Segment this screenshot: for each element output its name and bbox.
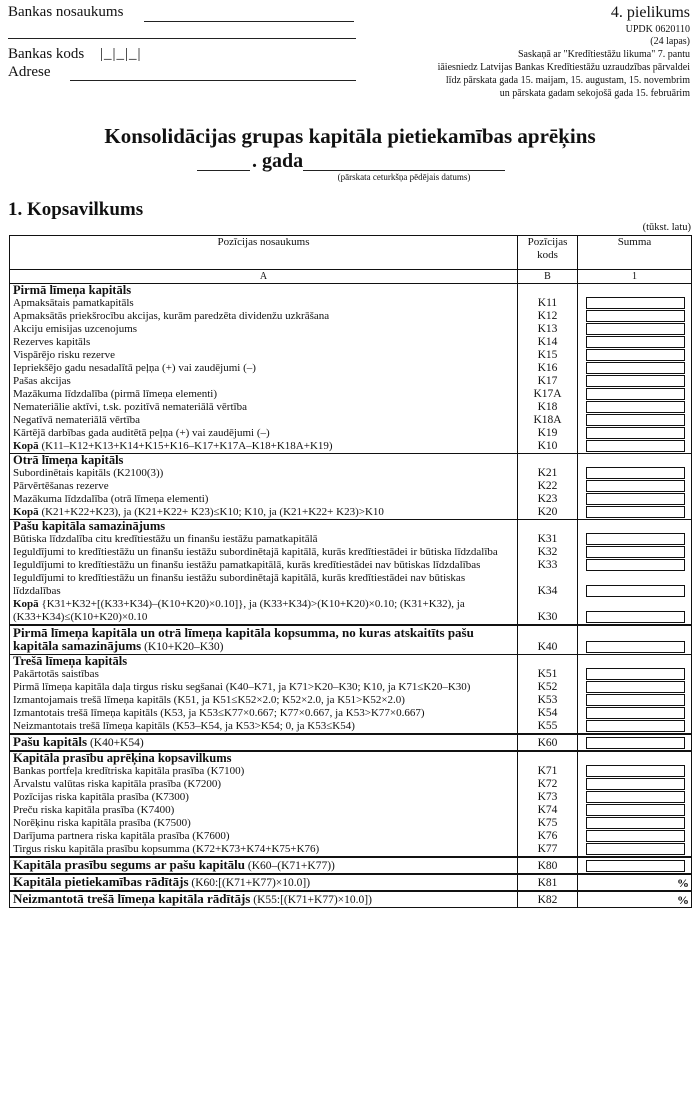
position-name: [10, 804, 518, 817]
sum-cell: [578, 506, 692, 520]
position-name-text: Mazākuma līdzdalība (otrā līmeņa elementi): [13, 493, 209, 505]
sum-input-box[interactable]: [586, 707, 685, 719]
sum-cell: [578, 493, 692, 506]
letter-1: 1: [578, 270, 692, 284]
legal-line-4: un pārskata gadam sekojošā gada 15. februārim: [499, 88, 690, 99]
sum-cell: [578, 681, 692, 694]
sum-cell[interactable]: [578, 891, 692, 908]
position-name-text: Tirgus risku kapitāla prasību kopsumma (K72+K73+K74+K75+K76): [13, 843, 320, 855]
table-row: [10, 533, 692, 546]
position-name-text: Mazākuma līdzdalība (pirmā līmeņa elementi): [13, 388, 218, 400]
sum-input-box[interactable]: [586, 737, 685, 749]
position-code: K18A: [518, 414, 578, 427]
position-code: [518, 751, 578, 765]
group-heading-row: [10, 655, 692, 669]
legal-line-3: līdz pārskata gada 15. maijam, 15. augustam, 15. novembrim: [445, 75, 690, 86]
sum-input-box[interactable]: [586, 694, 685, 706]
sum-cell: [578, 625, 692, 655]
position-name-text: {K31+K32+[(K33+K34)–(K10+K20)×0.10]}, ja (K33+K34)>(K10+K20)×0.10; (K31+K32), ja (K33+K34)≤(K10+K20)×0.10: [13, 598, 465, 623]
position-code: K40: [518, 625, 578, 655]
position-name: [10, 284, 518, 298]
position-name-text: Rezerves kapitāls: [13, 336, 91, 348]
sum-cell: [578, 375, 692, 388]
sum-cell: [578, 694, 692, 707]
table-row: [10, 362, 692, 375]
bank-name-line[interactable]: [144, 21, 354, 22]
table-row: [10, 720, 692, 734]
sum-cell: [578, 817, 692, 830]
position-name-text: Subordinētais kapitāls (K2100(3)): [13, 467, 164, 479]
table-row: [10, 559, 692, 572]
address-label: Adrese: [8, 64, 51, 80]
sum-cell: [578, 843, 692, 857]
position-name-text: (K40+K54): [87, 737, 144, 749]
position-code: K31: [518, 533, 578, 546]
position-name: [10, 297, 518, 310]
table-row: [10, 830, 692, 843]
sum-input-box[interactable]: [586, 375, 685, 387]
position-name-text: (K60–(K71+K77)): [245, 860, 335, 872]
position-code: K10: [518, 440, 578, 454]
position-code: K30: [518, 598, 578, 625]
position-name: [10, 830, 518, 843]
position-name: [10, 480, 518, 493]
sum-cell: [578, 533, 692, 546]
position-name-text: (K60:[(K71+K77)×10.0]): [188, 877, 311, 889]
sum-input-box[interactable]: [586, 323, 685, 335]
position-code: K75: [518, 817, 578, 830]
group-heading-row: [10, 751, 692, 765]
table-header-row: [10, 236, 692, 270]
position-name-bold: Kapitāla prasību segums ar pašu kapitālu: [13, 857, 246, 872]
position-code: [518, 284, 578, 298]
position-name: [10, 694, 518, 707]
position-code: K14: [518, 336, 578, 349]
page-title: Konsolidācijas grupas kapitāla pietiekamības aprēķins: [104, 124, 596, 148]
appendix-label: 4. pielikums: [610, 4, 690, 21]
table-row: [10, 891, 692, 908]
position-code: K12: [518, 310, 578, 323]
position-name-text: Apmaksātais pamatkapitāls: [13, 297, 134, 309]
position-code: K23: [518, 493, 578, 506]
position-name-text: Negatīvā nemateriālā vērtība: [13, 414, 141, 426]
table-row: [10, 388, 692, 401]
position-code: K80: [518, 857, 578, 874]
sum-input-box[interactable]: [586, 720, 685, 732]
table-row: [10, 874, 692, 891]
sum-input-box[interactable]: [586, 310, 685, 322]
table-row: [10, 323, 692, 336]
sum-cell: [578, 572, 692, 598]
sum-cell: [578, 546, 692, 559]
position-name-text: Pirmā līmeņa kapitāla daļa tirgus risku segšanai (K40–K71, ja K71>K20–K30; K10, ja K71≤K20–K30): [13, 681, 471, 693]
sum-cell: [578, 362, 692, 375]
table-row: [10, 375, 692, 388]
position-name-text: Ieguldījumi to kredītiestāžu un finanšu iestāžu subordinētajā kapitālā, kurās kredītiestādei nav būtiskas līdzdalības: [13, 572, 466, 597]
sum-input-box[interactable]: [586, 681, 685, 693]
position-name-text: Vispārējo risku rezerve: [13, 349, 115, 361]
sum-input-box[interactable]: [586, 778, 685, 790]
table-row: [10, 572, 692, 598]
table-row: [10, 625, 692, 655]
sum-cell: [578, 804, 692, 817]
table-row: [10, 707, 692, 720]
position-name-text: Kapitāla prasību aprēķina kopsavilkums: [13, 751, 232, 765]
table-row: [10, 336, 692, 349]
position-name: [10, 401, 518, 414]
sum-cell: [578, 830, 692, 843]
position-code: [518, 520, 578, 534]
sum-input-box[interactable]: [586, 830, 685, 842]
year-line[interactable]: [197, 170, 250, 171]
table-row: [10, 857, 692, 874]
position-name-bold: Neizmantotā trešā līmeņa kapitāla rādītājs: [13, 891, 251, 906]
percent-sign: %: [677, 893, 689, 907]
sum-cell: [578, 480, 692, 493]
position-name: [10, 681, 518, 694]
position-name: [10, 572, 518, 598]
sum-input-box[interactable]: [586, 860, 685, 872]
position-code: K77: [518, 843, 578, 857]
sum-cell: [578, 559, 692, 572]
sum-cell: [578, 791, 692, 804]
sum-input-box[interactable]: [586, 349, 685, 361]
sum-cell: [578, 520, 692, 534]
position-code: K19: [518, 427, 578, 440]
sum-input-box[interactable]: [586, 585, 685, 597]
position-name-text: (K10+K20–K30): [141, 641, 224, 653]
position-name-text: Apmaksātās priekšrocību akcijas, kurām paredzēta dividenžu uzkrāšana: [13, 310, 330, 322]
position-name-bold: Kapitāla pietiekamības rādītājs: [13, 874, 189, 889]
position-name: [10, 655, 518, 669]
table-row: [10, 791, 692, 804]
position-name-text: Neizmantotais trešā līmeņa kapitāls (K53–K54, ja K53>K54; 0, ja K53≤K54): [13, 720, 355, 732]
position-name: [10, 323, 518, 336]
position-code: K15: [518, 349, 578, 362]
position-name: [10, 388, 518, 401]
position-name: [10, 791, 518, 804]
position-name: [10, 843, 518, 857]
position-name: [10, 533, 518, 546]
table-row: [10, 694, 692, 707]
pages-count: (24 lapas): [650, 36, 690, 47]
position-name-bold: Kopā: [13, 598, 39, 610]
position-name: [10, 520, 518, 534]
position-name: [10, 454, 518, 468]
legal-line-1: Saskaņā ar "Kredītiestāžu likuma" 7. pantu: [517, 49, 690, 60]
position-name-text: Akciju emisijas uzcenojums: [13, 323, 138, 335]
position-name: [10, 467, 518, 480]
sum-input-box[interactable]: [586, 641, 685, 653]
position-name-text: Pakārtotās saistības: [13, 668, 99, 680]
table-row: [10, 734, 692, 751]
header-name: Pozīcijas nosaukums: [10, 236, 518, 270]
table-row: [10, 493, 692, 506]
sum-input-box[interactable]: [586, 388, 685, 400]
letter-a: A: [10, 270, 518, 284]
position-name-text: Otrā līmeņa kapitāls: [13, 453, 124, 467]
position-code: K76: [518, 830, 578, 843]
table-row: [10, 467, 692, 480]
position-name-text: Izmantojamais trešā līmeņa kapitāls (K51, ja K51≤K52×2.0; K52×2.0, ja K51>K52×2.0): [13, 694, 405, 706]
position-code: K72: [518, 778, 578, 791]
table-row: [10, 681, 692, 694]
position-name-text: Pozīcijas riska kapitāla prasība (K7300): [13, 791, 189, 803]
sum-input-box[interactable]: [586, 791, 685, 803]
table-row: [10, 668, 692, 681]
sum-cell: [578, 414, 692, 427]
position-name: [10, 598, 518, 625]
sum-input-box[interactable]: [586, 401, 685, 413]
position-code: K20: [518, 506, 578, 520]
letter-b: B: [518, 270, 578, 284]
sum-cell: [578, 284, 692, 298]
sum-cell: [578, 349, 692, 362]
position-code: K71: [518, 765, 578, 778]
sum-cell: [578, 751, 692, 765]
sum-cell: [578, 388, 692, 401]
position-name-text: Pārvērtēšanas rezerve: [13, 480, 109, 492]
sum-input-box[interactable]: [586, 546, 685, 558]
position-code: K17A: [518, 388, 578, 401]
table-row: [10, 778, 692, 791]
position-name-text: Pašas akcijas: [13, 375, 71, 387]
position-code: [518, 454, 578, 468]
position-name: [10, 362, 518, 375]
position-name-text: Kārtējā darbības gada auditētā peļņa (+) vai zaudējumi (–): [13, 427, 270, 439]
sum-cell: [578, 401, 692, 414]
position-name: [10, 778, 518, 791]
position-name: [10, 891, 518, 908]
position-name-text: Nemateriālie aktīvi, t.sk. pozitīvā nemateriālā vērtība: [13, 401, 247, 413]
sum-cell: [578, 734, 692, 751]
table-row: [10, 310, 692, 323]
sum-cell: [578, 778, 692, 791]
position-code: K11: [518, 297, 578, 310]
sum-cell: [578, 598, 692, 625]
sum-input-box[interactable]: [586, 559, 685, 571]
group-heading-row: [10, 520, 692, 534]
position-name-bold: Pirmā līmeņa kapitāla un otrā līmeņa kapitāla kopsumma, no kuras atskaitīts pašu kapitāla samazinājums: [13, 625, 474, 653]
bank-name-label: Bankas nosaukums: [8, 4, 124, 20]
table-letter-row: [10, 270, 692, 284]
position-name-bold: Kopā: [13, 506, 39, 518]
position-name-text: Ieguldījumi to kredītiestāžu un finanšu iestāžu subordinētajā kapitālā, kurās kredītiestādei ir būtiska līdzdalība: [13, 546, 498, 558]
position-name-text: Ārvalstu valūtas riska kapitāla prasība (K7200): [13, 778, 222, 790]
sum-input-box[interactable]: [586, 297, 685, 309]
position-name: [10, 349, 518, 362]
bank-code-label: Bankas kods: [8, 46, 85, 62]
position-name: [10, 559, 518, 572]
sum-cell: [578, 323, 692, 336]
position-code: K51: [518, 668, 578, 681]
sum-cell: [578, 336, 692, 349]
sum-input-box[interactable]: [586, 440, 685, 452]
sum-cell: [578, 440, 692, 454]
sum-input-box[interactable]: [586, 414, 685, 426]
position-code: K21: [518, 467, 578, 480]
position-name: [10, 817, 518, 830]
position-name: [10, 668, 518, 681]
form-code: UPDK 0620110: [625, 24, 690, 35]
position-code: K60: [518, 734, 578, 751]
position-code: K82: [518, 891, 578, 908]
sum-input-box[interactable]: [586, 533, 685, 545]
header-separator: [8, 38, 356, 39]
sum-cell: [578, 707, 692, 720]
sum-input-box[interactable]: [586, 843, 685, 855]
position-name-bold: Kopā: [13, 440, 39, 452]
position-name-text: Iepriekšējo gadu nesadalītā peļņa (+) vai zaudējumi (–): [13, 362, 256, 374]
sum-input-box[interactable]: [586, 480, 685, 492]
position-name-text: Ieguldījumi to kredītiestāžu un finanšu iestāžu pamatkapitālā, kurās kredītiestādei nav būtiskas līdzdalības: [13, 559, 481, 571]
position-name: [10, 720, 518, 734]
table-row: [10, 427, 692, 440]
bank-code-boxes[interactable]: |_|_|_|: [100, 46, 142, 62]
table-row: [10, 843, 692, 857]
sum-cell: [578, 467, 692, 480]
position-name-text: Preču riska kapitāla prasība (K7400): [13, 804, 175, 816]
sum-input-box[interactable]: [586, 362, 685, 374]
table-row: [10, 297, 692, 310]
position-code: [518, 655, 578, 669]
sum-input-box[interactable]: [586, 506, 685, 518]
position-name-text: Bankas portfeļa kredītriska kapitāla prasība (K7100): [13, 765, 245, 777]
position-name: [10, 734, 518, 751]
summary-table: [9, 235, 692, 908]
position-name-text: Pašu kapitāla samazinājums: [13, 519, 166, 533]
position-name: [10, 427, 518, 440]
sum-input-box[interactable]: [586, 467, 685, 479]
position-name: [10, 625, 518, 655]
position-name-text: Pirmā līmeņa kapitāls: [13, 283, 132, 297]
position-code: K73: [518, 791, 578, 804]
position-code: K53: [518, 694, 578, 707]
position-name: [10, 440, 518, 454]
group-heading-row: [10, 284, 692, 298]
sum-cell[interactable]: [578, 874, 692, 891]
position-code: K74: [518, 804, 578, 817]
position-code: K16: [518, 362, 578, 375]
position-name-text: (K21+K22+K23), ja (K21+K22+ K23)≤K10; K10, ja (K21+K22+ K23)>K10: [38, 506, 384, 518]
position-name: [10, 493, 518, 506]
position-name-text: Norēķinu riska kapitāla prasība (K7500): [13, 817, 191, 829]
date-line[interactable]: [303, 170, 505, 171]
sum-cell: [578, 655, 692, 669]
sum-input-box[interactable]: [586, 804, 685, 816]
position-name-text: Trešā līmeņa kapitāls: [13, 654, 128, 668]
address-line[interactable]: [70, 80, 356, 81]
table-row: [10, 598, 692, 625]
position-name: [10, 874, 518, 891]
percent-sign: %: [677, 876, 689, 890]
table-row: [10, 414, 692, 427]
sum-input-box[interactable]: [586, 668, 685, 680]
position-name: [10, 336, 518, 349]
sum-input-box[interactable]: [586, 336, 685, 348]
table-row: [10, 546, 692, 559]
position-code: K18: [518, 401, 578, 414]
position-name-text: Būtiska līdzdalība citu kredītiestāžu un finanšu iestāžu pamatkapitālā: [13, 533, 318, 545]
position-name: [10, 765, 518, 778]
position-name: [10, 546, 518, 559]
position-name-text: (K55:[(K71+K77)×10.0]): [250, 894, 372, 906]
position-name: [10, 707, 518, 720]
position-name-text: Izmantotais trešā līmeņa kapitāls (K53, ja K53≤K77×0.667; K77×0.667, ja K53>K77×0.667): [13, 707, 425, 719]
table-row: [10, 506, 692, 520]
position-name: [10, 414, 518, 427]
sum-input-box[interactable]: [586, 611, 685, 623]
position-name: [10, 506, 518, 520]
year-label: . gada: [252, 150, 304, 172]
position-code: K17: [518, 375, 578, 388]
position-name: [10, 857, 518, 874]
sum-cell: [578, 454, 692, 468]
table-row: [10, 349, 692, 362]
position-name-text: (K11–K12+K13+K14+K15+K16–K17+K17A–K18+K18A+K19): [38, 440, 333, 452]
position-code: K81: [518, 874, 578, 891]
header-sum: Summa: [578, 236, 692, 270]
table-row: [10, 817, 692, 830]
sum-cell: [578, 427, 692, 440]
header-code: Pozīcijas kods: [518, 236, 578, 270]
sum-cell: [578, 720, 692, 734]
sum-input-box[interactable]: [586, 817, 685, 829]
table-row: [10, 765, 692, 778]
table-row: [10, 480, 692, 493]
sum-cell: [578, 857, 692, 874]
position-name-bold: Pašu kapitāls: [13, 734, 88, 749]
position-name-text: Darījuma partnera riska kapitāla prasība (K7600): [13, 830, 230, 842]
sum-cell: [578, 310, 692, 323]
date-hint: (pārskata ceturkšņa pēdējais datums): [337, 172, 471, 182]
position-code: K33: [518, 559, 578, 572]
position-code: K32: [518, 546, 578, 559]
sum-input-box[interactable]: [586, 493, 685, 505]
sum-cell: [578, 668, 692, 681]
position-code: K34: [518, 572, 578, 598]
position-name: [10, 375, 518, 388]
section-heading: 1. Kopsavilkums: [8, 199, 144, 220]
group-heading-row: [10, 454, 692, 468]
position-code: K22: [518, 480, 578, 493]
sum-input-box[interactable]: [586, 427, 685, 439]
position-code: K55: [518, 720, 578, 734]
position-code: K54: [518, 707, 578, 720]
position-name: [10, 310, 518, 323]
sum-cell: [578, 765, 692, 778]
table-row: [10, 804, 692, 817]
sum-cell: [578, 297, 692, 310]
table-row: [10, 440, 692, 454]
sum-input-box[interactable]: [586, 765, 685, 777]
unit-label: (tūkst. latu): [642, 222, 691, 233]
position-code: K13: [518, 323, 578, 336]
table-row: [10, 401, 692, 414]
legal-line-2: iāiesniedz Latvijas Bankas Kredītiestāžu uzraudzības pārvaldei: [437, 62, 690, 73]
position-name: [10, 751, 518, 765]
position-code: K52: [518, 681, 578, 694]
